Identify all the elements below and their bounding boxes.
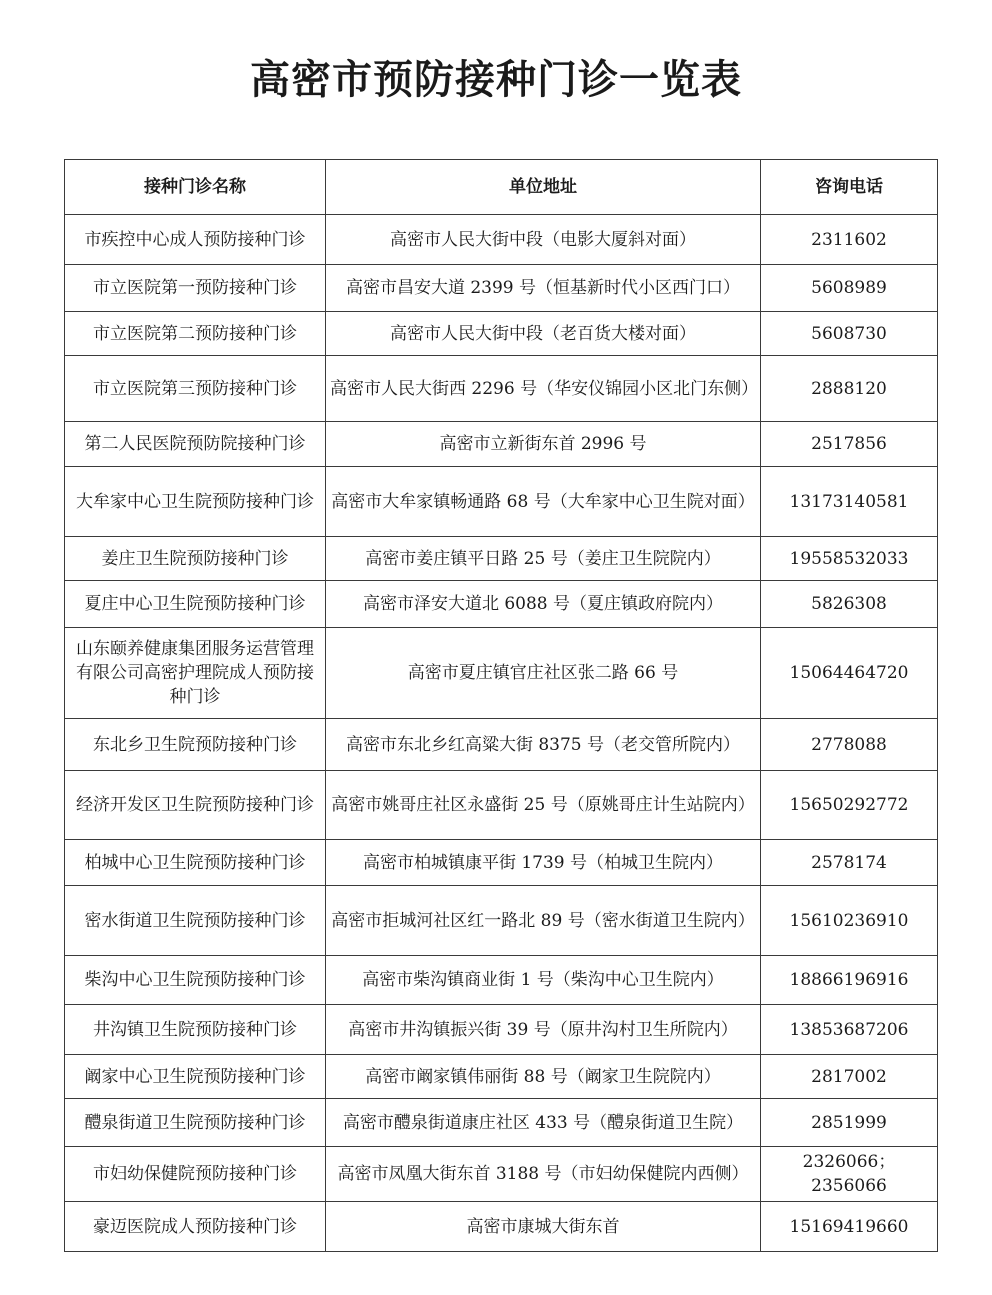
clinic-address: 高密市阚家镇伟丽街 88 号（阚家卫生院院内） xyxy=(326,1055,761,1099)
clinic-name: 第二人民医院预防院接种门诊 xyxy=(65,422,326,467)
table-row xyxy=(65,840,938,886)
table-row xyxy=(65,356,938,422)
page-title: 高密市预防接种门诊一览表 xyxy=(250,57,742,103)
clinic-phone: 5608730 xyxy=(761,312,938,356)
clinic-address: 高密市昌安大道 2399 号（恒基新时代小区西门口） xyxy=(326,265,761,312)
table-row xyxy=(65,1147,938,1202)
clinic-phone: 2851999 xyxy=(761,1099,938,1147)
clinic-name: 大牟家中心卫生院预防接种门诊 xyxy=(65,467,326,537)
clinic-name: 密水街道卫生院预防接种门诊 xyxy=(65,886,326,956)
clinic-address: 高密市姚哥庄社区永盛街 25 号（原姚哥庄计生站院内） xyxy=(326,771,761,840)
clinic-address: 高密市大牟家镇畅通路 68 号（大牟家中心卫生院对面） xyxy=(326,467,761,537)
clinic-phone: 2888120 xyxy=(761,356,938,422)
clinic-name: 豪迈医院成人预防接种门诊 xyxy=(65,1202,326,1252)
clinic-name: 柏城中心卫生院预防接种门诊 xyxy=(65,840,326,886)
clinic-phone: 5608989 xyxy=(761,265,938,312)
clinic-phone: 2578174 xyxy=(761,840,938,886)
clinic-name: 东北乡卫生院预防接种门诊 xyxy=(65,719,326,771)
clinic-phone: 15650292772 xyxy=(761,771,938,840)
clinic-address: 高密市井沟镇振兴街 39 号（原井沟村卫生所院内） xyxy=(326,1005,761,1055)
clinic-name: 市立医院第一预防接种门诊 xyxy=(65,265,326,312)
clinic-phone: 13173140581 xyxy=(761,467,938,537)
clinic-address: 高密市康城大街东首 xyxy=(326,1202,761,1252)
clinic-address: 高密市人民大街中段（电影大厦斜对面） xyxy=(326,215,761,265)
table-row xyxy=(65,265,938,312)
clinic-name: 井沟镇卫生院预防接种门诊 xyxy=(65,1005,326,1055)
clinic-address: 高密市泽安大道北 6088 号（夏庄镇政府院内） xyxy=(326,581,761,628)
clinic-name: 市疾控中心成人预防接种门诊 xyxy=(65,215,326,265)
clinic-name: 市立医院第三预防接种门诊 xyxy=(65,356,326,422)
clinic-name: 柴沟中心卫生院预防接种门诊 xyxy=(65,956,326,1005)
clinic-phone: 13853687206 xyxy=(761,1005,938,1055)
clinic-address: 高密市柴沟镇商业街 1 号（柴沟中心卫生院内） xyxy=(326,956,761,1005)
clinic-phone: 2326066；2356066 xyxy=(761,1147,938,1202)
header-clinic-name: 接种门诊名称 xyxy=(65,160,326,215)
table-row xyxy=(65,719,938,771)
clinic-name: 醴泉街道卫生院预防接种门诊 xyxy=(65,1099,326,1147)
clinic-address: 高密市东北乡红高粱大街 8375 号（老交管所院内） xyxy=(326,719,761,771)
table-row xyxy=(65,581,938,628)
header-phone: 咨询电话 xyxy=(761,160,938,215)
table-row xyxy=(65,215,938,265)
clinic-address: 高密市夏庄镇官庄社区张二路 66 号 xyxy=(326,628,761,719)
table-row xyxy=(65,1202,938,1252)
clinic-address: 高密市凤凰大街东首 3188 号（市妇幼保健院内西侧） xyxy=(326,1147,761,1202)
table-row xyxy=(65,1099,938,1147)
clinic-phone: 5826308 xyxy=(761,581,938,628)
table-row xyxy=(65,956,938,1005)
clinic-name: 夏庄中心卫生院预防接种门诊 xyxy=(65,581,326,628)
clinic-address: 高密市拒城河社区红一路北 89 号（密水街道卫生院内） xyxy=(326,886,761,956)
table-row xyxy=(65,467,938,537)
clinic-address: 高密市人民大街西 2296 号（华安仪锦园小区北门东侧） xyxy=(326,356,761,422)
clinic-name: 山东颐养健康集团服务运营管理有限公司高密护理院成人预防接种门诊 xyxy=(65,628,326,719)
clinic-phone: 18866196916 xyxy=(761,956,938,1005)
table-row xyxy=(65,771,938,840)
clinic-phone: 2517856 xyxy=(761,422,938,467)
header-address: 单位地址 xyxy=(326,160,761,215)
table-row xyxy=(65,628,938,719)
clinic-phone: 19558532033 xyxy=(761,537,938,581)
clinic-phone: 2311602 xyxy=(761,215,938,265)
clinic-name: 经济开发区卫生院预防接种门诊 xyxy=(65,771,326,840)
table-row xyxy=(65,886,938,956)
clinic-phone: 15169419660 xyxy=(761,1202,938,1252)
clinic-phone: 15610236910 xyxy=(761,886,938,956)
clinic-phone: 2817002 xyxy=(761,1055,938,1099)
clinic-name: 市立医院第二预防接种门诊 xyxy=(65,312,326,356)
table-row xyxy=(65,312,938,356)
clinic-table xyxy=(64,159,938,1252)
table-row xyxy=(65,1005,938,1055)
clinic-address: 高密市姜庄镇平日路 25 号（姜庄卫生院院内） xyxy=(326,537,761,581)
clinic-phone: 15064464720 xyxy=(761,628,938,719)
clinic-name: 姜庄卫生院预防接种门诊 xyxy=(65,537,326,581)
table-header-row xyxy=(65,160,938,215)
table-row xyxy=(65,422,938,467)
table-row xyxy=(65,1055,938,1099)
clinic-phone: 2778088 xyxy=(761,719,938,771)
clinic-address: 高密市柏城镇康平街 1739 号（柏城卫生院内） xyxy=(326,840,761,886)
clinic-name: 阚家中心卫生院预防接种门诊 xyxy=(65,1055,326,1099)
clinic-address: 高密市立新街东首 2996 号 xyxy=(326,422,761,467)
clinic-address: 高密市醴泉街道康庄社区 433 号（醴泉街道卫生院） xyxy=(326,1099,761,1147)
clinic-address: 高密市人民大街中段（老百货大楼对面） xyxy=(326,312,761,356)
clinic-name: 市妇幼保健院预防接种门诊 xyxy=(65,1147,326,1202)
table-row xyxy=(65,537,938,581)
